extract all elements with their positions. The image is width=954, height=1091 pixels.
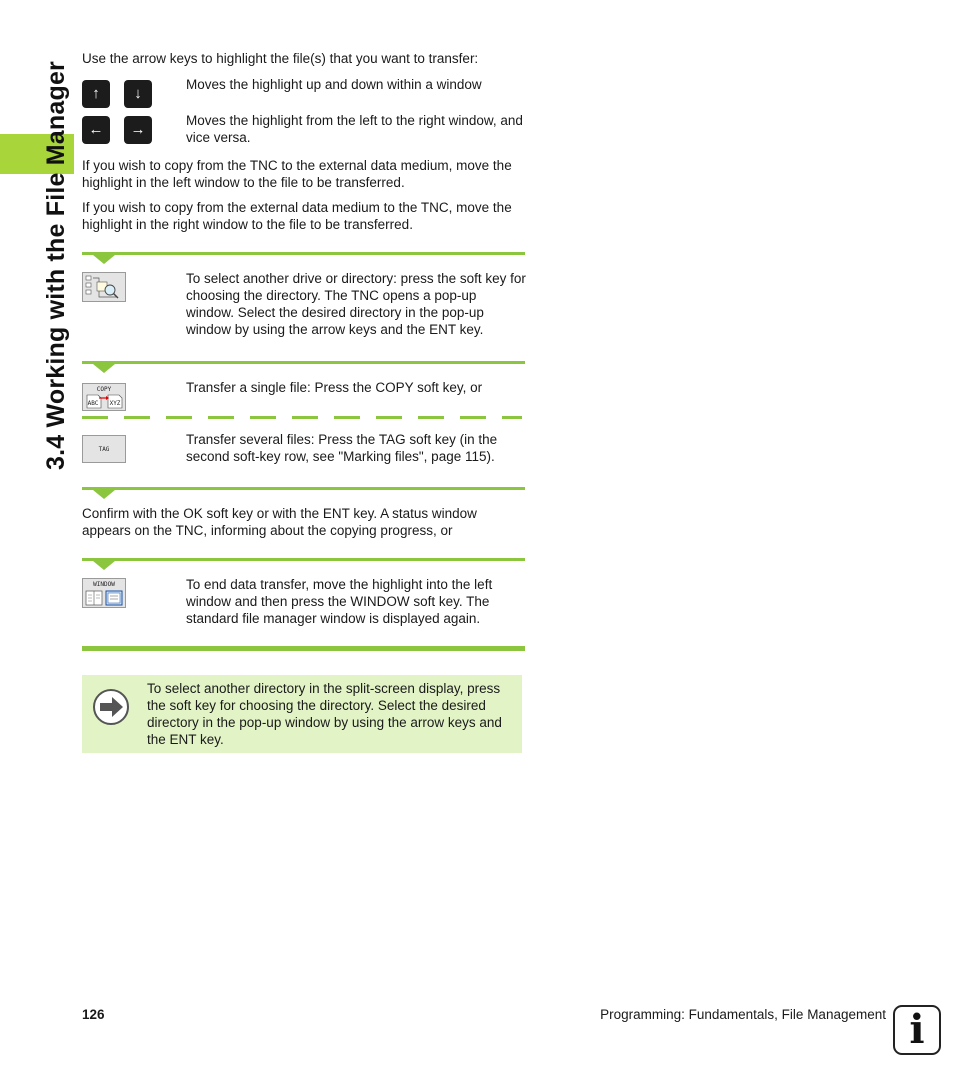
step-arrow-marker — [93, 490, 115, 499]
footer-chapter: Programming: Fundamentals, File Management — [600, 1007, 886, 1022]
step-divider — [82, 252, 525, 255]
paragraph-copy-to-tnc: If you wish to copy from the external data medium to the TNC, move the highlight in the right window to the file to be transferred. — [82, 200, 512, 232]
tag-several-files-text: Transfer several files: Press the TAG soft key (in the second soft-key row, see "Marking files", page 115). — [186, 432, 498, 464]
copy-softkey-target: XYZ — [109, 400, 121, 407]
intro-text: Use the arrow keys to highlight the file(s) that you want to transfer: — [82, 51, 479, 66]
info-icon — [893, 1005, 941, 1055]
section-end-divider — [82, 646, 525, 651]
copy-softkey-icon — [82, 383, 126, 411]
copy-single-file-text: Transfer a single file: Press the COPY soft key, or — [186, 380, 483, 395]
arrow-left-key-icon: ← — [82, 116, 110, 144]
alternative-dashed-divider — [82, 416, 522, 419]
page-number: 126 — [82, 1007, 105, 1022]
directory-softkey-icon — [82, 272, 126, 302]
window-softkey-label: WINDOW — [93, 581, 115, 588]
tag-softkey-icon — [82, 435, 126, 463]
step-divider — [82, 558, 525, 561]
select-directory-text: To select another drive or directory: press the soft key for choosing the directory. The TNC opens a pop-up window. Select the desired directory in the pop-up window by using the arrow keys and the ENT key. — [186, 271, 526, 337]
arrow-down-key-icon: ↓ — [124, 80, 152, 108]
end-transfer-text: To end data transfer, move the highlight into the left window and then press the WINDOW soft key. The standard file manager window is displayed again. — [186, 577, 493, 626]
step-arrow-marker — [93, 255, 115, 264]
note-text: To select another directory in the split-screen display, press the soft key for choosing the directory. Select the desired directory in the pop-up window by using the arrow keys and the ENT key. — [147, 681, 502, 747]
step-arrow-marker — [93, 561, 115, 570]
info-glyph: i — [909, 1006, 925, 1053]
leftright-key-description: Moves the highlight from the left to the right window, and vice versa. — [186, 113, 523, 145]
section-title-vertical: 3.4 Working with the File Manager — [42, 61, 70, 470]
copy-softkey-source: ABC — [87, 400, 99, 407]
tag-softkey-label: TAG — [98, 446, 110, 453]
step-divider — [82, 361, 525, 364]
updown-key-description: Moves the highlight up and down within a window — [186, 77, 482, 92]
arrow-right-circle-icon — [91, 687, 131, 727]
copy-softkey-label: COPY — [96, 386, 112, 393]
step-arrow-marker — [93, 364, 115, 373]
confirm-text: Confirm with the OK soft key or with the ENT key. A status window appears on the TNC, informing about the copying progress, or — [82, 506, 477, 538]
note-box — [82, 675, 522, 753]
step-divider — [82, 487, 525, 490]
arrow-right-key-icon: → — [124, 116, 152, 144]
paragraph-copy-to-external: If you wish to copy from the TNC to the external data medium, move the highlight in the left window to the file to be transferred. — [82, 158, 512, 190]
arrow-up-key-icon: ↑ — [82, 80, 110, 108]
window-softkey-icon — [82, 578, 126, 608]
